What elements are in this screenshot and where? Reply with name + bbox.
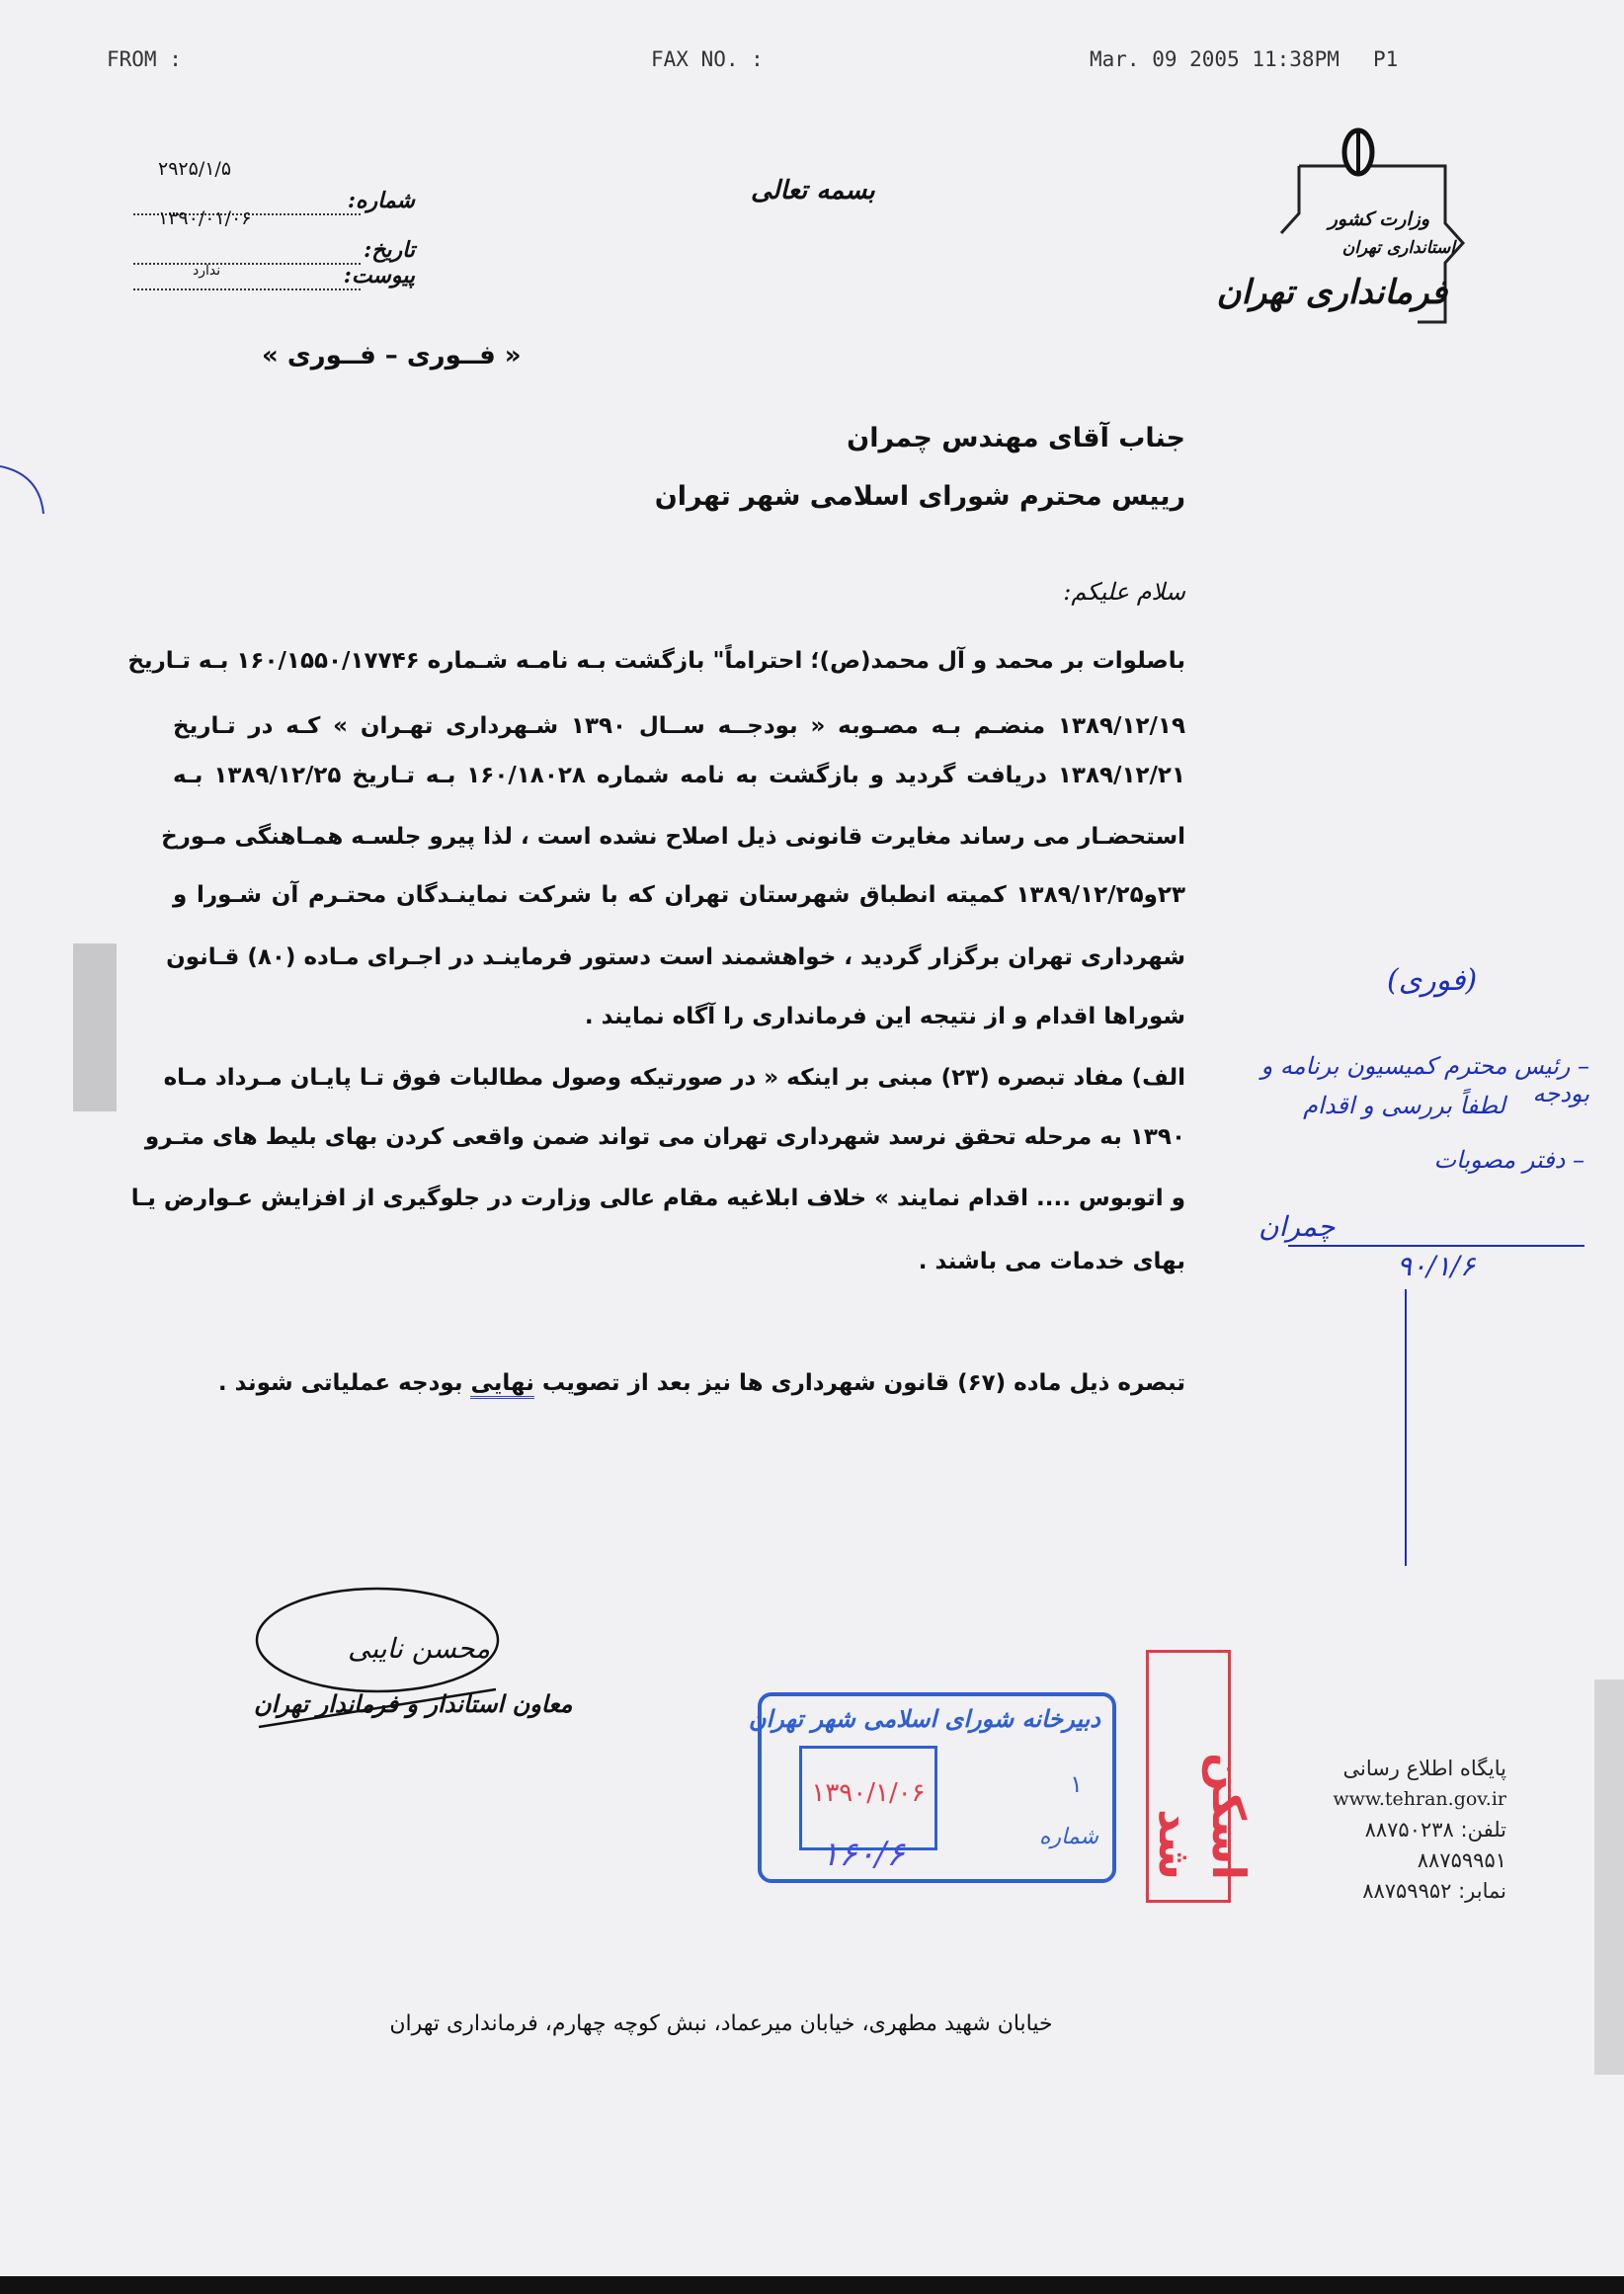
fax-label: نمابر: bbox=[1458, 1879, 1506, 1903]
handwritten-line: – رئیس محترم کمیسیون برنامه و بودجه bbox=[1260, 1052, 1589, 1107]
addressee-name: جناب آقای مهندس چمران bbox=[847, 423, 1185, 453]
attachment-label: پیوست: bbox=[343, 263, 415, 288]
handwritten-referral bbox=[1229, 943, 1624, 1615]
note-line bbox=[173, 1368, 1185, 1398]
note-text: تبصره ذیل ماده (۶۷) قانون شهرداری ها نیز بعد از تصویب bbox=[533, 1370, 1185, 1396]
logo-ministry: وزارت کشور bbox=[1328, 208, 1429, 230]
item-line: ۱۳۹۰ به مرحله تحقق نرسد شهرداری تهران می تواند ضمن واقعی کردن بهای بلیط های متـرو bbox=[144, 1124, 1185, 1150]
body-line: استحضـار می رساند مغایرت قانونی ذیل اصلاح نشده است ، لذا پیرو جلسـه همـاهنگی مـورخ bbox=[161, 824, 1185, 850]
note-underlined: نهایی bbox=[470, 1370, 533, 1399]
fax-number-value: ۸۸۷۵۹۹۵۲ bbox=[1362, 1879, 1452, 1903]
phone-1: ۸۸۷۵۰۲۳۸ bbox=[1364, 1818, 1454, 1842]
urgency-label: « فــوری – فــوری » bbox=[262, 341, 522, 370]
contact-website[interactable]: www.tehran.gov.ir bbox=[1333, 1788, 1506, 1810]
handwritten-urgent: (فوری) bbox=[1387, 963, 1478, 998]
signature-block bbox=[249, 1581, 573, 1749]
scanned-stamp-text: اسکن شد bbox=[1149, 1752, 1256, 1880]
handwritten-rule bbox=[1288, 1245, 1584, 1247]
addressee-title: رییس محترم شورای اسلامی شهر تهران bbox=[654, 481, 1185, 512]
footer-address: خیابان شهید مطهری، خیابان میرعماد، نبش کوچه چهارم، فرمانداری تهران bbox=[389, 2011, 1053, 2036]
scan-edge bbox=[1594, 1680, 1624, 2075]
signatory-name: محسن نایبی bbox=[348, 1632, 491, 1665]
received-stamp bbox=[748, 1692, 1116, 1883]
stamp-number-label: شماره bbox=[1038, 1825, 1098, 1849]
contact-title: پایگاه اطلاع رسانی bbox=[1342, 1757, 1506, 1780]
handwritten-line-stroke bbox=[1405, 1289, 1407, 1566]
fax-number: FAX NO. : bbox=[651, 47, 764, 71]
body-line: باصلوات بر محمد و آل محمد(ص)؛ احتراماً" بازگشت بـه نامـه شـماره ۱۶۰/۱۵۵۰/۱۷۷۴۶ بـه تـاریخ bbox=[127, 648, 1185, 674]
scan-mark-icon bbox=[0, 464, 49, 524]
fax-page: P1 bbox=[1373, 47, 1399, 71]
signature-scribble-icon bbox=[249, 1581, 506, 1749]
stamp-annex: ۱ bbox=[1070, 1770, 1083, 1798]
stamp-date: ۱۳۹۰/۱/۰۶ bbox=[811, 1778, 926, 1808]
handwritten-signature: چمران bbox=[1259, 1210, 1336, 1243]
body-line: ۲۳و۱۳۸۹/۱۲/۲۵ کمیته انطباق شهرستان تهران که با شرکت نماینـدگان محتـرم آن شـورا و bbox=[173, 882, 1185, 908]
body-line: شهرداری تهران برگزار گردید ، خواهشمند است دستور فرماینـد در اجـرای مـاده (۸۰) قـانون bbox=[166, 944, 1185, 970]
note-text-end: بودجه عملیاتی شوند . bbox=[217, 1370, 471, 1396]
item-line: بهای خدمات می باشند . bbox=[918, 1249, 1185, 1274]
greeting: سلام علیکم: bbox=[1063, 578, 1185, 606]
handwritten-line: لطفاً بررسی و اقدام bbox=[1303, 1092, 1505, 1119]
phone-2: ۸۸۷۵۹۹۵۱ bbox=[1417, 1848, 1506, 1872]
logo-province: استانداری تهران bbox=[1341, 238, 1455, 258]
scan-artifact bbox=[73, 943, 117, 1111]
fax-datetime: Mar. 09 2005 11:38PM bbox=[1090, 47, 1340, 71]
date-value: ۱۳۹۰/۰۱/۰۶ bbox=[158, 207, 252, 229]
letter-attachment bbox=[133, 263, 415, 292]
item-line: و اتوبوس .... اقدام نمایند » خلاف ابلاغیه مقام عالی وزارت در جلوگیری از افزایش عـوارض یـا bbox=[130, 1186, 1185, 1211]
phone-label: تلفن: bbox=[1460, 1818, 1506, 1842]
fax-from: FROM : bbox=[107, 47, 182, 71]
body-line: ۱۳۸۹/۱۲/۱۹ منضـم بـه مصـوبه « بودجــه ســال ۱۳۹۰ شـهرداری تهـران » کـه در تـاریخ bbox=[173, 713, 1186, 739]
body-line: شوراها اقدام و از نتیجه این فرمانداری را آگاه نمایند . bbox=[584, 1004, 1185, 1029]
number-value: ۲۹۲۵/۱/۵ bbox=[158, 158, 232, 180]
scan-bottom-border bbox=[0, 2276, 1624, 2294]
scanned-stamp bbox=[1146, 1650, 1256, 1903]
signatory-title: معاون استاندار و فرماندار تهران bbox=[254, 1689, 573, 1718]
item-line: الف) مفاد تبصره (۲۳) مبنی بر اینکه « در صورتیکه وصول مطالبات فوق تـا پایـان مـرداد مـاه bbox=[163, 1065, 1185, 1091]
date-label: تاریخ: bbox=[364, 237, 415, 263]
iran-emblem-icon bbox=[1171, 124, 1506, 352]
stamp-number: ۱۶۰/۶ bbox=[821, 1835, 905, 1874]
logo-governorate: فرمانداری تهران bbox=[1216, 273, 1447, 312]
body-line: ۱۳۸۹/۱۲/۲۱ دریافت گردید و بازگشت به نامه شماره ۱۶۰/۱۸۰۲۸ بـه تـاریخ ۱۳۸۹/۱۲/۲۵ بـه bbox=[173, 763, 1185, 788]
governorate-logo bbox=[1171, 124, 1506, 352]
attachment-value: ندارد bbox=[193, 263, 221, 279]
stamp-title: دبیرخانه شورای اسلامی شهر تهران bbox=[748, 1704, 1100, 1733]
handwritten-date: ۹۰/۱/۶ bbox=[1397, 1250, 1476, 1282]
contact-info bbox=[1250, 1754, 1506, 1907]
invocation: بسمه تعالی bbox=[751, 176, 875, 205]
number-label: شماره: bbox=[347, 188, 415, 213]
handwritten-line: – دفتر مصوبات bbox=[1433, 1146, 1584, 1174]
